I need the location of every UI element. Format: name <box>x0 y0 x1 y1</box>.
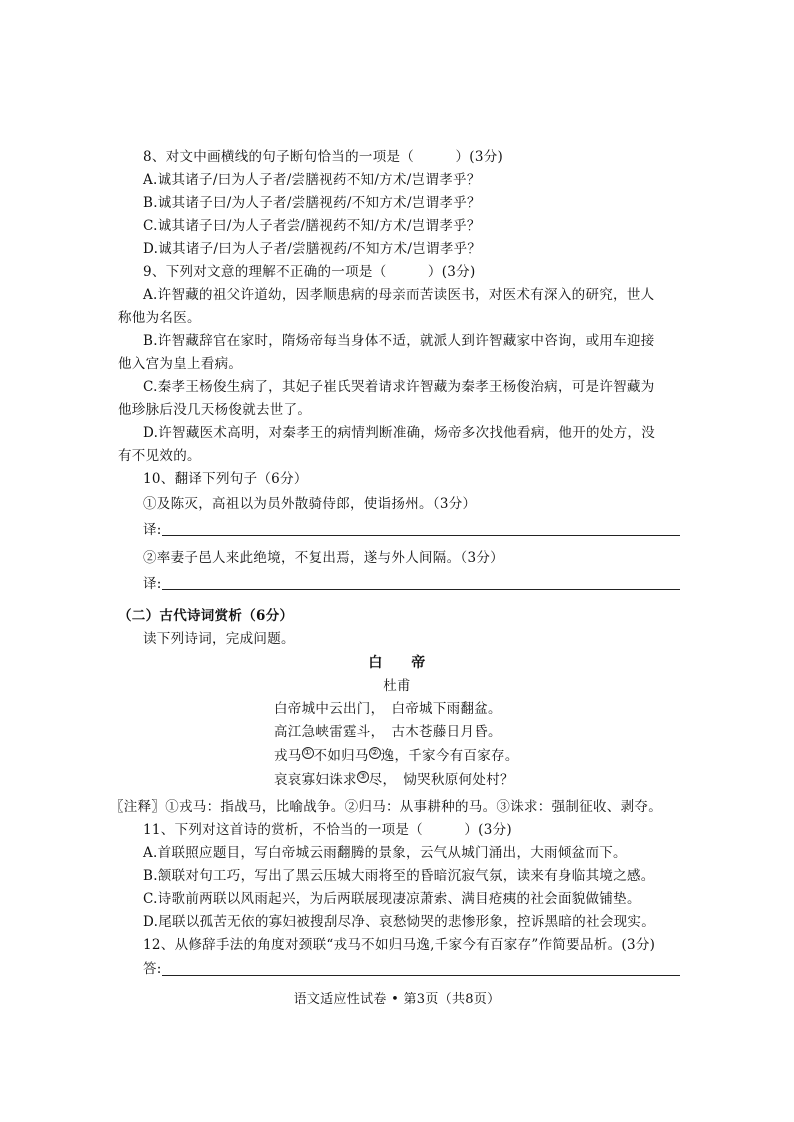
q10-answer-label-1: 译: <box>143 522 162 538</box>
q10-sentence-1: ①及陈灭，高祖以为员外散骑侍郎，使诣扬州。（3分） <box>143 496 477 512</box>
q12-stem: 12、从修辞手法的角度对颈联“戎马不如归马逸,千家今有百家存”作简要品析。(3分) <box>143 937 656 953</box>
q11-stem: 11、下列对这首诗的赏析，不恰当的一项是（ ）(3分) <box>143 822 512 838</box>
poem-line-2: 高江急峡雷霆斗， 古木苍藤日月昏。 <box>274 724 502 740</box>
q10-answer-label-2: 译: <box>143 576 162 592</box>
q10-answer-line-1[interactable] <box>162 535 680 536</box>
poem-line-3-part-b: 不如归马 <box>313 748 369 764</box>
poem-line-1: 白帝城中云出门， 白帝城下雨翻盆。 <box>274 701 502 717</box>
q8-option-c: C.诚其诸子曰/为人子者尝/膳视药不知/方术/岂谓孝乎？ <box>143 218 481 234</box>
note-marker-3: ③ <box>358 771 367 782</box>
q11-option-d: D.尾联以孤苦无依的寡妇被搜刮尽净、哀愁恸哭的悲惨形象，控诉黑暗的社会现实。 <box>143 914 656 930</box>
poem-line-3-part-c: 逸，千家今有百家存。 <box>380 748 519 764</box>
q12-answer-line[interactable] <box>162 975 680 976</box>
q9-option-b-line1: B.许智藏辞官在家时，隋炀帝每当身体不适，就派人到许智藏家中咨询，或用车迎接 <box>143 333 655 349</box>
q8-option-b: B.诚其诸子曰/为人子者/尝膳视药/不知方术/岂谓孝乎？ <box>143 195 481 211</box>
q10-stem: 10、翻译下列句子（6分） <box>143 471 308 487</box>
q9-option-d-line1: D.许智藏医术高明，对秦孝王的病情判断准确，炀帝多次找他看病，他开的处方，没 <box>143 425 656 441</box>
section-heading: （二）古代诗词赏析（6分） <box>118 608 294 624</box>
poem-line-4-part-b: 尽， 恸哭秋原何处村？ <box>368 772 514 788</box>
q9-option-d-line2: 有不见效的。 <box>118 448 201 464</box>
q9-stem: 9、下列对文意的理解不正确的一项是（ ）(3分) <box>143 264 476 280</box>
note-marker-2: ② <box>370 747 379 758</box>
q8-option-d: D.诚其诸子/曰为人子者/尝膳视药/不知方术/岂谓孝乎？ <box>143 241 482 257</box>
poem-notes: 〖注释〗①戎马：指战马，比喻战争。②归马：从事耕种的马。③诛求：强制征收、剥夺。 <box>110 799 662 815</box>
q9-option-a-line1: A.许智藏的祖父许道幼，因孝顺患病的母亲而苦读医书，对医术有深入的研究，世人 <box>143 287 655 303</box>
q11-option-c: C.诗歌前两联以风雨起兴，为后两联展现凄凉萧索、满目疮痍的社会面貌做铺垫。 <box>143 891 641 907</box>
section-intro: 读下列诗词，完成问题。 <box>143 631 295 647</box>
q9-option-c-line1: C.秦孝王杨俊生病了，其妃子崔氏哭着请求许智藏为秦孝王杨俊治病，可是许智藏为 <box>143 379 655 395</box>
q8-stem: 8、对文中画横线的句子断句恰当的一项是（ ）(3分) <box>143 149 504 165</box>
q10-sentence-2: ②率妻子邑人来此绝境，不复出焉，遂与外人间隔。（3分） <box>143 550 504 566</box>
page-footer: 语文适应性试卷 • 第3页（共8页） <box>293 992 501 1007</box>
poem-title: 白 帝 <box>368 655 426 671</box>
q9-option-c-line2: 他珍脉后没几天杨俊就去世了。 <box>118 402 312 418</box>
poem-line-4-part-a: 哀哀寡妇诛求 <box>274 772 357 788</box>
q11-option-b: B.颔联对句工巧，写出了黑云压城大雨将至的昏暗沉寂气氛，读来有身临其境之感。 <box>143 868 655 884</box>
q11-option-a: A.首联照应题目，写白帝城云雨翻腾的景象，云气从城门涌出，大雨倾盆而下。 <box>143 845 627 861</box>
q8-option-a: A.诚其诸子/曰为人子者/尝膳视药不知/方术/岂谓孝乎？ <box>143 172 481 188</box>
q9-option-b-line2: 他入宫为皇上看病。 <box>118 356 243 372</box>
poem-line-3-part-a: 戎马 <box>274 748 302 764</box>
q12-answer-label: 答: <box>143 961 162 977</box>
poem-line-3 <box>274 744 519 764</box>
poem-author: 杜甫 <box>383 678 411 694</box>
q10-answer-line-2[interactable] <box>162 589 680 590</box>
note-marker-1: ① <box>303 747 312 758</box>
poem-line-4 <box>274 768 514 788</box>
q9-option-a-line2: 称他为名医。 <box>118 310 201 326</box>
